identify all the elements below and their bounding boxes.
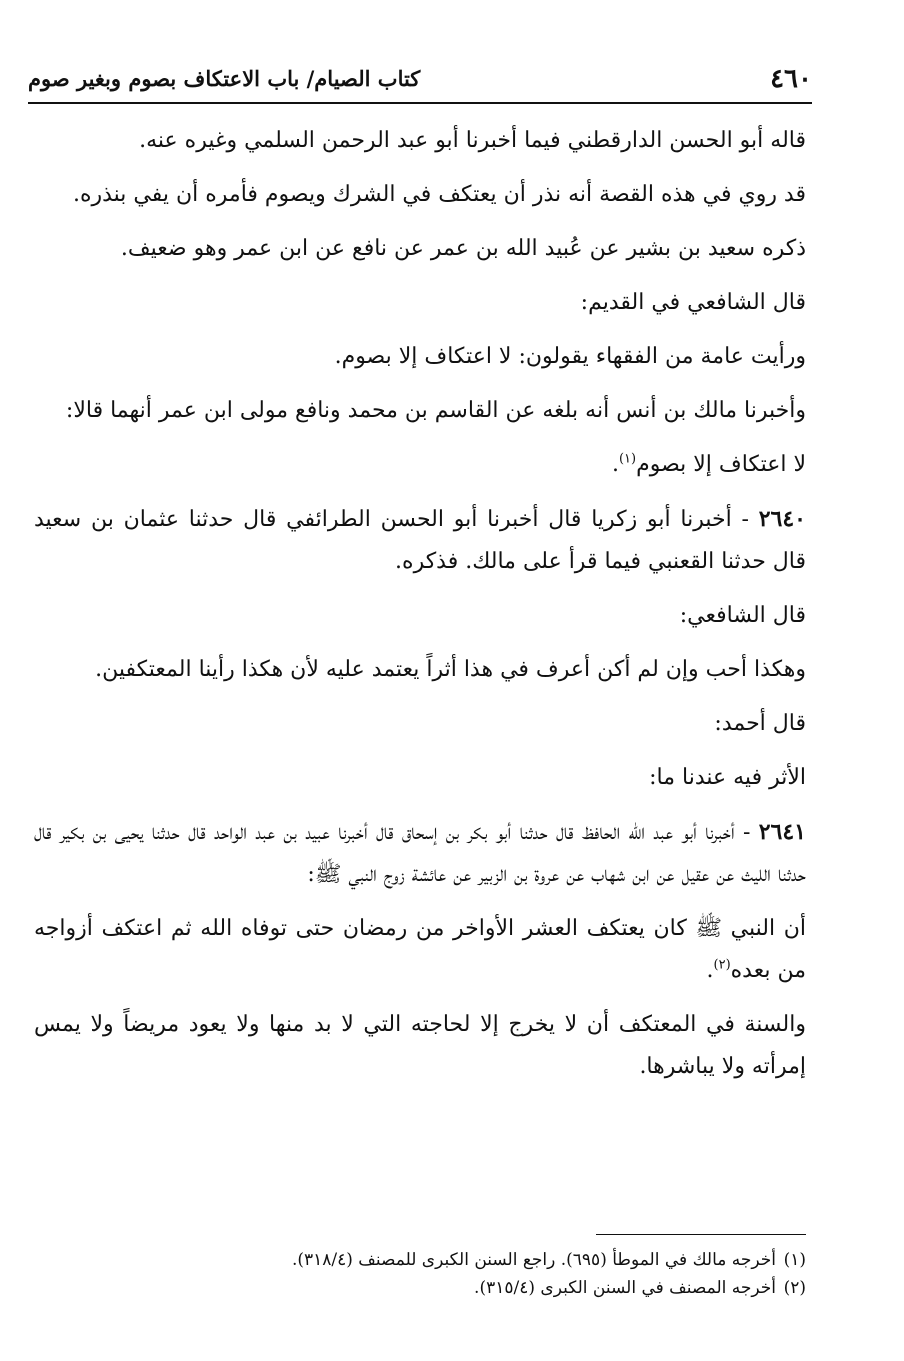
paragraph: قال الشافعي:: [679, 603, 806, 628]
footnote-ref: (١): [618, 451, 637, 467]
footnote: [120, 1274, 806, 1302]
paragraph: قال الشافعي في القديم:: [580, 290, 806, 315]
paragraph: قاله أبو الحسن الدارقطني فيما أخبرنا أبو عبد الرحمن السلمي وغيره عنه.: [139, 128, 806, 153]
main-text: [34, 120, 806, 1100]
quote-end: .: [611, 452, 619, 477]
paragraph: ورأيت عامة من الفقهاء يقولون: لا اعتكاف إلا بصوم.: [334, 344, 806, 369]
quote-end: .: [706, 958, 714, 983]
hadith-paragraph: [34, 811, 806, 896]
quote-paragraph: [34, 908, 806, 992]
hadith-text: - أخبرنا أبو عبد الله الحافظ قال حدثنا أبو بكر بن إسحاق قال أخبرنا عبيد بن عبد الواحد قال حدثنا يحيى بن بكير قال حدثنا الليث عن عقيل عن ابن شهاب عن عروة بن الزبير عن عائشة زوج النبي ﷺ:: [34, 820, 806, 887]
footnote-ref: (٢): [713, 957, 731, 973]
footnote-text: أخرجه المصنف في السنن الكبرى (٣١٥/٤).: [474, 1278, 776, 1298]
quote-text: أن النبي ﷺ كان يعتكف العشر الأواخر من رمضان حتى توفاه الله ثم اعتكف أزواجه من بعده: [34, 916, 806, 983]
hadith-text: - أخبرنا أبو زكريا قال أخبرنا أبو الحسن الطرائفي قال حدثنا عثمان بن سعيد قال حدثنا القعنبي فيما قرأ على مالك. فذكره.: [34, 507, 806, 574]
footnotes: [120, 1246, 806, 1302]
paragraph: قد روي في هذه القصة أنه نذر أن يعتكف في الشرك ويصوم فأمره أن يفي بنذره.: [72, 182, 806, 207]
quote-paragraph: [34, 444, 806, 486]
footnote-divider: [596, 1234, 806, 1235]
footnote-mark: (١): [783, 1250, 806, 1270]
hadith-number: ٢٦٤٠: [758, 506, 806, 532]
paragraph: والسنة في المعتكف أن لا يخرج إلا لحاجته التي لا بد منها ولا يعود مريضاً ولا يمس إمرأته ولا يباشرها.: [34, 1012, 806, 1079]
paragraph: ذكره سعيد بن بشير عن عُبيد الله بن عمر عن نافع عن ابن عمر وهو ضعيف.: [120, 236, 806, 261]
paragraph: الأثر فيه عندنا ما:: [649, 765, 806, 790]
hadith-paragraph: [34, 498, 806, 583]
paragraph: قال أحمد:: [714, 711, 806, 736]
paragraph: وهكذا أحب وإن لم أكن أعرف في هذا أثراً يعتمد عليه لأن هكذا رأينا المعتكفين.: [95, 657, 806, 682]
footnote-text: أخرجه مالك في الموطأ (٦٩٥). راجع السنن الكبرى للمصنف (٣١٨/٤).: [291, 1250, 776, 1270]
running-title: كتاب الصيام/ باب الاعتكاف بصوم وبغير صوم: [28, 66, 421, 91]
quote-text: لا اعتكاف إلا بصوم: [636, 452, 806, 477]
footnote: [120, 1246, 806, 1274]
page-header: [28, 58, 812, 104]
footnote-mark: (٢): [783, 1278, 806, 1298]
page-number: ٤٦٠: [770, 64, 812, 94]
paragraph: وأخبرنا مالك بن أنس أنه بلغه عن القاسم بن محمد ونافع مولى ابن عمر أنهما قالا:: [65, 398, 806, 423]
hadith-number: ٢٦٤١: [758, 819, 806, 845]
